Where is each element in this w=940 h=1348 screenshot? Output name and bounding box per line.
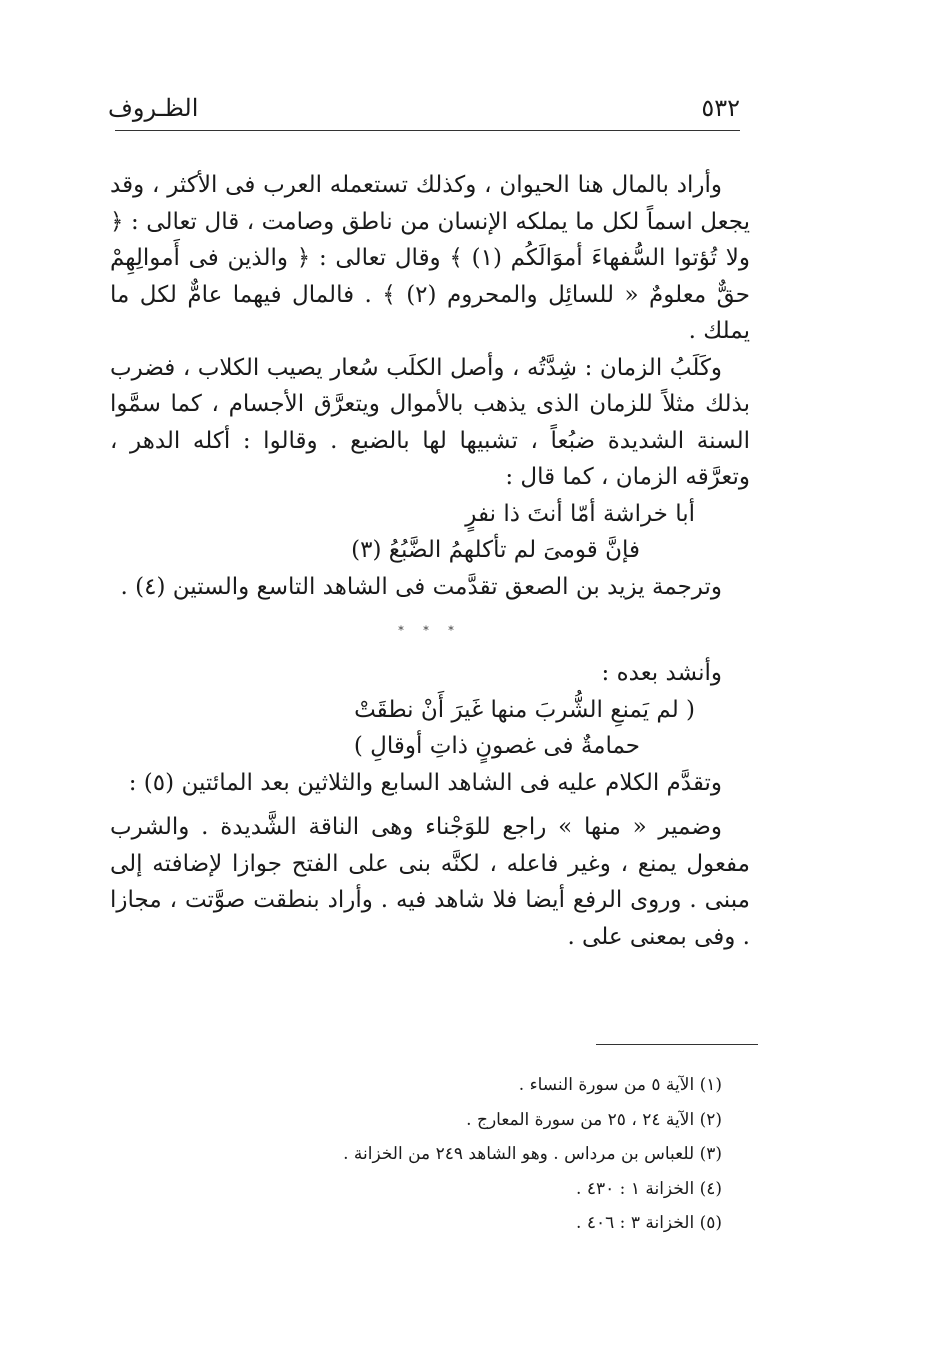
verse-2-line-2: حمامةٌ فى غصونٍ ذاتِ أوقالِ ) [353,733,640,759]
main-text [110,167,750,955]
paragraph-4: وأنشد بعده : [601,660,722,686]
paragraph-6: وضمير « منها » راجع للوَجْناء وهى الناقة الشَّديدة . والشرب مفعول يمنع ، وغير فاعله ، لكنَّه بنى على الفتح جوازا لإضافته إلى مبنى . وروى الرفع أيضا فلا شاهد فيه . وأراد بنطقت صوَّتت ، مجازا . وفى بمعنى على . [110,814,750,950]
page-number: ٥٣٢ [701,94,740,122]
footnote-3: (٣) للعباس بن مرداس . وهو الشاهد ٢٤٩ من الخزانة . [343,1144,722,1164]
footnote-1: (١) الآية ٥ من سورة النساء . [518,1075,722,1095]
footnote-rule [596,1044,758,1045]
verse-2-line-1: ( لم يَمنعِ الشُّربَ منها غَيرَ أَنْ نطقَتْ [354,696,695,723]
footnote-2: (٢) الآية ٢٤ ، ٢٥ من سورة المعارج . [466,1109,722,1130]
section-separator: * * * [398,624,462,637]
spacer [110,801,750,809]
paragraph-1: وأراد بالمال هنا الحيوان ، وكذلك تستعمله العرب فى الأكثر ، وقد يجعل اسماً لكل ما يملكه الإنسان من ناطق وصامت ، قال تعالى : ﴿ ولا تُؤتوا السُّفهاءَ أموَالَكُم (١) ﴾ وقال تعالى : ﴿ والذين فى أَموالِهِمْ حقٌّ معلومٌ « للسائِل والمحروم (٢) ﴾ . فالمال فيهما عامٌّ لكل ما يملك . [110,172,751,344]
footnotes [242,1068,722,1241]
paragraph-2: وكَلَبُ الزمان : شِدَّتُه ، وأصل الكلَب سُعار يصيب الكلاب ، فضرب بذلك مثلاً للزمان الذى يذهب بالأموال ويتعرَّق الأجسام ، كما سمَّوا السنة الشديدة ضبُعاً ، تشبيها لها بالضبع . وقالوا : أكله الدهر ، وتعرَّقه الزمان ، كما قال : [110,354,750,490]
paragraph-5: وتقدَّم الكلام عليه فى الشاهد السابع والثلاثين بعد المائتين (٥) : [128,769,722,796]
footnote-5: (٥) الخزانة ٣ : ٤٠٦ . [576,1213,722,1233]
running-title: الظـروف [108,94,199,122]
verse-1-line-1: أبا خراشة أمّا أنتَ ذا نفرٍ [465,500,695,527]
paragraph-3: وترجمة يزيد بن الصعق تقدَّمت فى الشاهد التاسع والستين (٤) . [120,573,722,600]
header-rule [115,130,740,131]
footnote-4: (٤) الخزانة ١ : ٤٣٠ . [576,1178,722,1199]
verse-1-line-2: فإنَّ قومىَ لم تأكلهمُ الضَّبُعُ (٣) [351,537,640,563]
